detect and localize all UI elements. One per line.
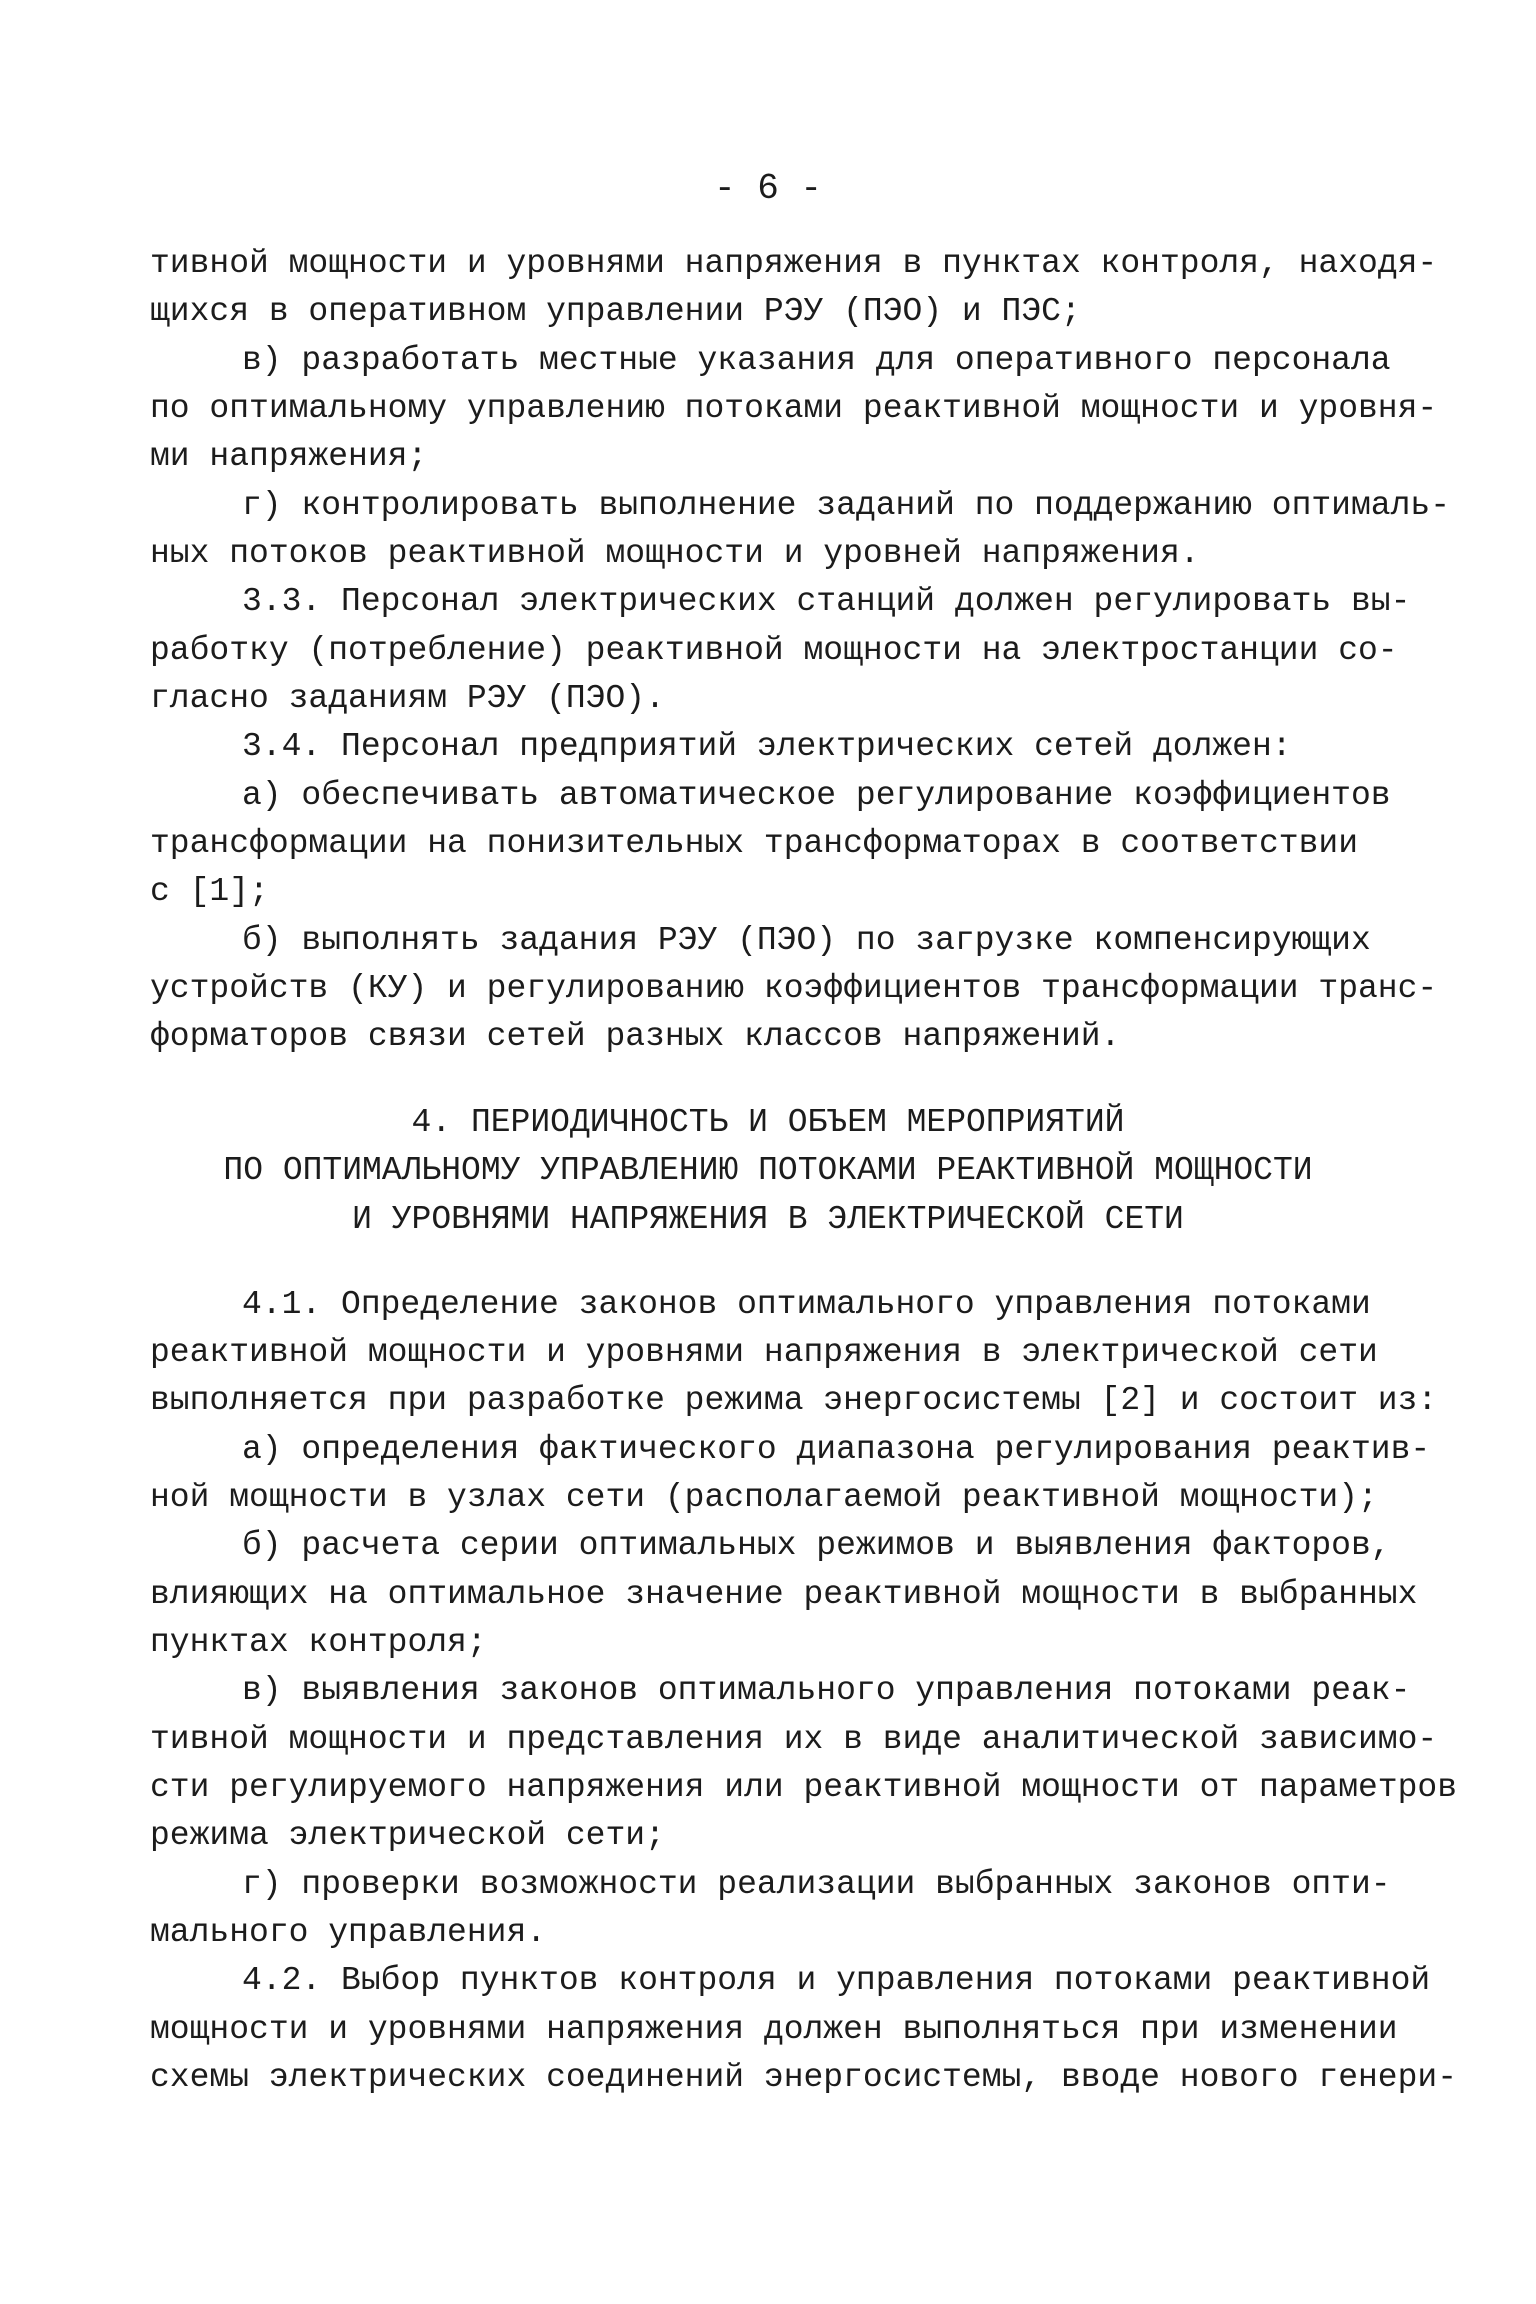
text-line: 3.4. Персонал предприятий электрических сетей должен: (242, 728, 1292, 765)
text-line: в) разработать местные указания для оперативного персонала (242, 342, 1391, 379)
text-line: мощности и уровнями напряжения должен выполняться при изменении (150, 2011, 1398, 2048)
text-line: по оптимальному управлению потоками реактивной мощности и уровня- (150, 390, 1438, 427)
text-line: выполняется при разработке режима энергосистемы [2] и состоит из: (150, 1382, 1438, 1419)
text-line: реактивной мощности и уровнями напряжения в электрической сети (150, 1334, 1378, 1371)
text-line: режима электрической сети; (150, 1817, 665, 1854)
text-line: г) проверки возможности реализации выбранных законов опти- (242, 1866, 1391, 1903)
text-line: г) контролировать выполнение заданий по поддержанию оптималь- (242, 487, 1450, 524)
section-heading-line: 4. ПЕРИОДИЧНОСТЬ И ОБЪЕМ МЕРОПРИЯТИЙ (411, 1104, 1125, 1141)
text-line: тивной мощности и уровнями напряжения в пунктах контроля, находя- (150, 245, 1438, 282)
text-line: щихся в оперативном управлении РЭУ (ПЭО) и ПЭС; (150, 293, 1081, 330)
text-line: 3.3. Персонал электрических станций должен регулировать вы- (242, 583, 1411, 620)
text-line: гласно заданиям РЭУ (ПЭО). (150, 680, 665, 717)
text-line: ми напряжения; (150, 438, 428, 475)
text-line: ной мощности в узлах сети (располагаемой реактивной мощности); (150, 1479, 1378, 1516)
text-line: а) обеспечивать автоматическое регулирование коэффициентов (242, 777, 1391, 814)
text-line: пунктах контроля; (150, 1624, 487, 1661)
section-heading-line: ПО ОПТИМАЛЬНОМУ УПРАВЛЕНИЮ ПОТОКАМИ РЕАКТИВНОЙ МОЩНОСТИ (223, 1152, 1313, 1189)
text-line: ных потоков реактивной мощности и уровней напряжения. (150, 535, 1200, 572)
text-line: мального управления. (150, 1914, 547, 1951)
text-line: тивной мощности и представления их в виде аналитической зависимо- (150, 1721, 1438, 1758)
text-line: трансформации на понизительных трансформаторах в соответствии (150, 825, 1358, 862)
text-line: б) расчета серии оптимальных режимов и выявления факторов, (242, 1527, 1391, 1564)
text-line: работку (потребление) реактивной мощности на электростанции со- (150, 632, 1398, 669)
text-line: схемы электрических соединений энергосистемы, вводе нового генери- (150, 2059, 1458, 2096)
text-line: 4.1. Определение законов оптимального управления потоками (242, 1286, 1371, 1323)
text-line: форматоров связи сетей разных классов напряжений. (150, 1018, 1121, 1055)
text-line: 4.2. Выбор пунктов контроля и управления потоками реактивной (242, 1962, 1431, 1999)
text-line: влияющих на оптимальное значение реактивной мощности в выбранных (150, 1576, 1418, 1613)
text-line: сти регулируемого напряжения или реактивной мощности от параметров (150, 1769, 1458, 1806)
section-heading-line: И УРОВНЯМИ НАПРЯЖЕНИЯ В ЭЛЕКТРИЧЕСКОЙ СЕТИ (352, 1201, 1184, 1238)
text-line: а) определения фактического диапазона регулирования реактив- (242, 1431, 1431, 1468)
text-line: устройств (КУ) и регулированию коэффициентов трансформации транс- (150, 970, 1438, 1007)
text-line: б) выполнять задания РЭУ (ПЭО) по загрузке компенсирующих (242, 922, 1371, 959)
text-line: в) выявления законов оптимального управления потоками реак- (242, 1672, 1411, 1709)
text-line: с [1]; (150, 873, 269, 910)
page-number: - 6 - (713, 168, 823, 209)
